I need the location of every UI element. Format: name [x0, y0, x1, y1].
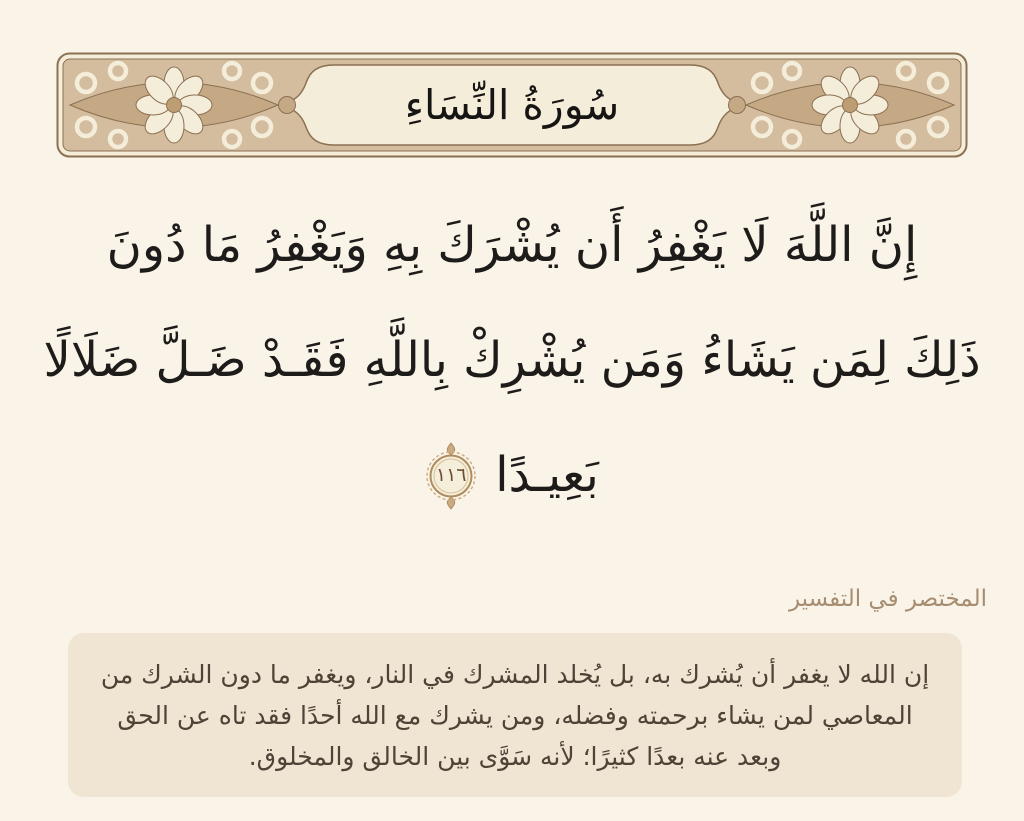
tafsir-text: إن الله لا يغفر أن يُشرك به، بل يُخلد المشرك في النار، ويغفر ما دون الشرك من المعاصي لمن يشاء برحمته وفضله، ومن يشرك مع الله أحدًا فقد تاه عن الحق وبعد عنه بعدًا كثيرًا؛ لأنه سَوَّى بين الخالق والمخلوق. — [100, 659, 930, 771]
verse-last-word: بَعِيـدًا — [495, 447, 599, 503]
verse-number-medallion — [425, 442, 477, 510]
surah-header — [56, 52, 968, 158]
tafsir-box — [68, 633, 962, 797]
verse-line-1: إِنَّ اللَّهَ لَا يَغْفِرُ أَن يُشْرَكَ بِهِ وَيَغْفِرُ مَا دُونَ — [106, 217, 918, 273]
surah-title: سُورَةُ النِّسَاءِ — [404, 81, 620, 129]
ornamental-frame-icon — [56, 52, 968, 158]
verse-line-3 — [0, 418, 1024, 533]
verse-number: ١١٦ — [435, 464, 467, 486]
verse-text-block — [0, 188, 1024, 533]
verse-line-2: ذَلِكَ لِمَن يَشَاءُ وَمَن يُشْرِكْ بِاللَّهِ فَقَـدْ ضَـلَّ ضَلَالًا — [43, 332, 981, 388]
tafsir-source-label: المختصر في التفسير — [788, 586, 987, 612]
